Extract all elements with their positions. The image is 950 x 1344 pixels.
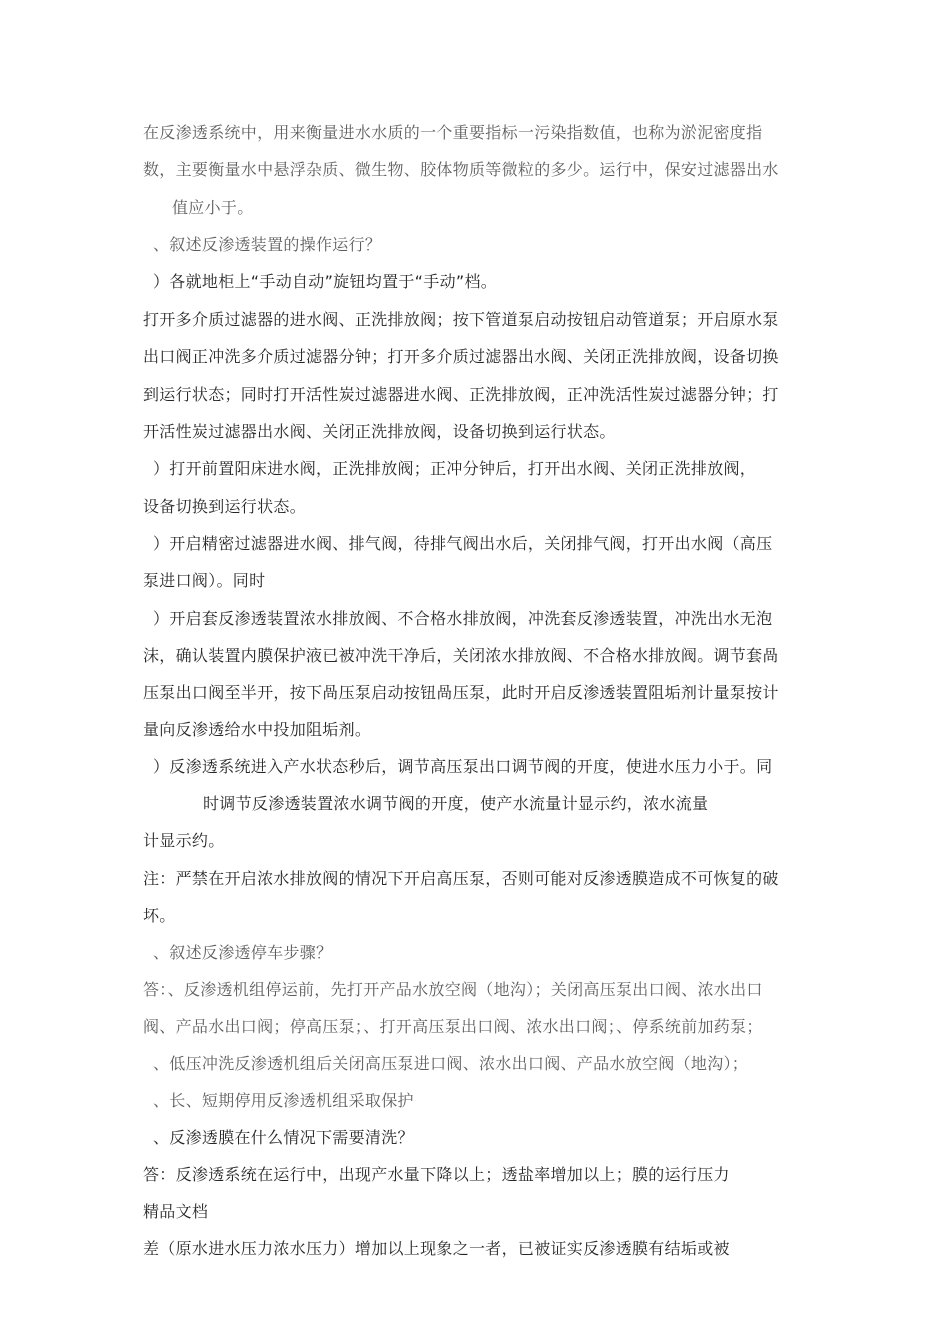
text-line: ）各就地柜上“手动自动”旋钮均置于“手动”档。 bbox=[153, 272, 498, 291]
text-line: 压泵出口阀至半开，按下咼压泵启动按钮咼压泵，此时开启反渗透装置阻垢剂计量泵按计 bbox=[143, 683, 779, 702]
answer-line: 差（原水进水压力浓水压力）增加以上现象之一者，已被证实反渗透膜有结垢或被 bbox=[143, 1239, 730, 1258]
watermark-text: 精品文档 bbox=[143, 1202, 209, 1221]
answer-line: 阀、产品水出口阀；停高压泵；、打开高压泵出口阀、浓水出口阀；、停系统前加药泵； bbox=[143, 1017, 763, 1036]
answer-line: 、低压冲洗反渗透机组后关闭高压泵进口阀、浓水出口阀、产品水放空阀（地沟）； bbox=[153, 1054, 749, 1073]
text-line: 计显示约。 bbox=[143, 831, 225, 850]
text-line: 时调节反渗透装置浓水调节阀的开度，使产水流量计显示约，浓水流量 bbox=[203, 794, 709, 813]
text-line: 设备切换到运行状态。 bbox=[143, 497, 307, 516]
text-line: 到运行状态；同时打开活性炭过滤器进水阀、正洗排放阀，正冲洗活性炭过滤器分钟；打 bbox=[143, 385, 779, 404]
text-line: 值应小于。 bbox=[172, 198, 254, 217]
answer-line: 答：反渗透系统在运行中，出现产水量下降以上；透盐率增加以上；膜的运行压力 bbox=[143, 1165, 730, 1184]
text-line: ）打开前置阳床进水阀，正洗排放阀；正冲分钟后，打开出水阀、关闭正洗排放阀， bbox=[153, 459, 757, 478]
text-line: ）开启套反渗透装置浓水排放阀、不合格水排放阀，冲洗套反渗透装置，冲洗出水无泡 bbox=[153, 609, 773, 628]
text-line: 沫，确认装置内膜保护液已被冲洗干净后，关闭浓水排放阀、不合格水排放阀。调节套咼 bbox=[143, 646, 779, 665]
question-heading: 、反渗透膜在什么情况下需要清洗？ bbox=[153, 1128, 414, 1147]
text-line: 打开多介质过滤器的进水阀、正洗排放阀；按下管道泵启动按钮启动管道泵；开启原水泵 bbox=[143, 310, 779, 329]
text-line: 泵进口阀）。同时 bbox=[143, 571, 266, 590]
answer-line: 、长、短期停用反渗透机组采取保护 bbox=[153, 1091, 414, 1110]
note-line: 注：严禁在开启浓水排放阀的情况下开启高压泵，否则可能对反渗透膜造成不可恢复的破 bbox=[143, 869, 779, 888]
note-line: 坏。 bbox=[143, 906, 176, 925]
text-line: ）反渗透系统进入产水状态秒后，调节高压泵出口调节阀的开度，使进水压力小于。同 bbox=[153, 757, 773, 776]
text-line: ）开启精密过滤器进水阀、排气阀，待排气阀出水后，关闭排气阀，打开出水阀（高压 bbox=[153, 534, 773, 553]
text-line: 数，主要衡量水中悬浮杂质、微生物、胶体物质等微粒的多少。运行中，保安过滤器出水 bbox=[143, 160, 779, 179]
text-line: 量向反渗透给水中投加阻垢剂。 bbox=[143, 720, 372, 739]
text-line: 在反渗透系统中，用来衡量进水水质的一个重要指标一污染指数值，也称为淤泥密度指 bbox=[143, 123, 763, 142]
answer-line: 答：、反渗透机组停运前，先打开产品水放空阀（地沟）；关闭高压泵出口阀、浓水出口 bbox=[143, 980, 763, 999]
question-heading: 、叙述反渗透装置的操作运行？ bbox=[153, 235, 382, 254]
text-line: 出口阀正冲洗多介质过滤器分钟；打开多介质过滤器出水阀、关闭正洗排放阀，设备切换 bbox=[143, 347, 779, 366]
text-line: 开活性炭过滤器出水阀、关闭正洗排放阀，设备切换到运行状态。 bbox=[143, 422, 616, 441]
question-heading: 、叙述反渗透停车步骤？ bbox=[153, 943, 333, 962]
